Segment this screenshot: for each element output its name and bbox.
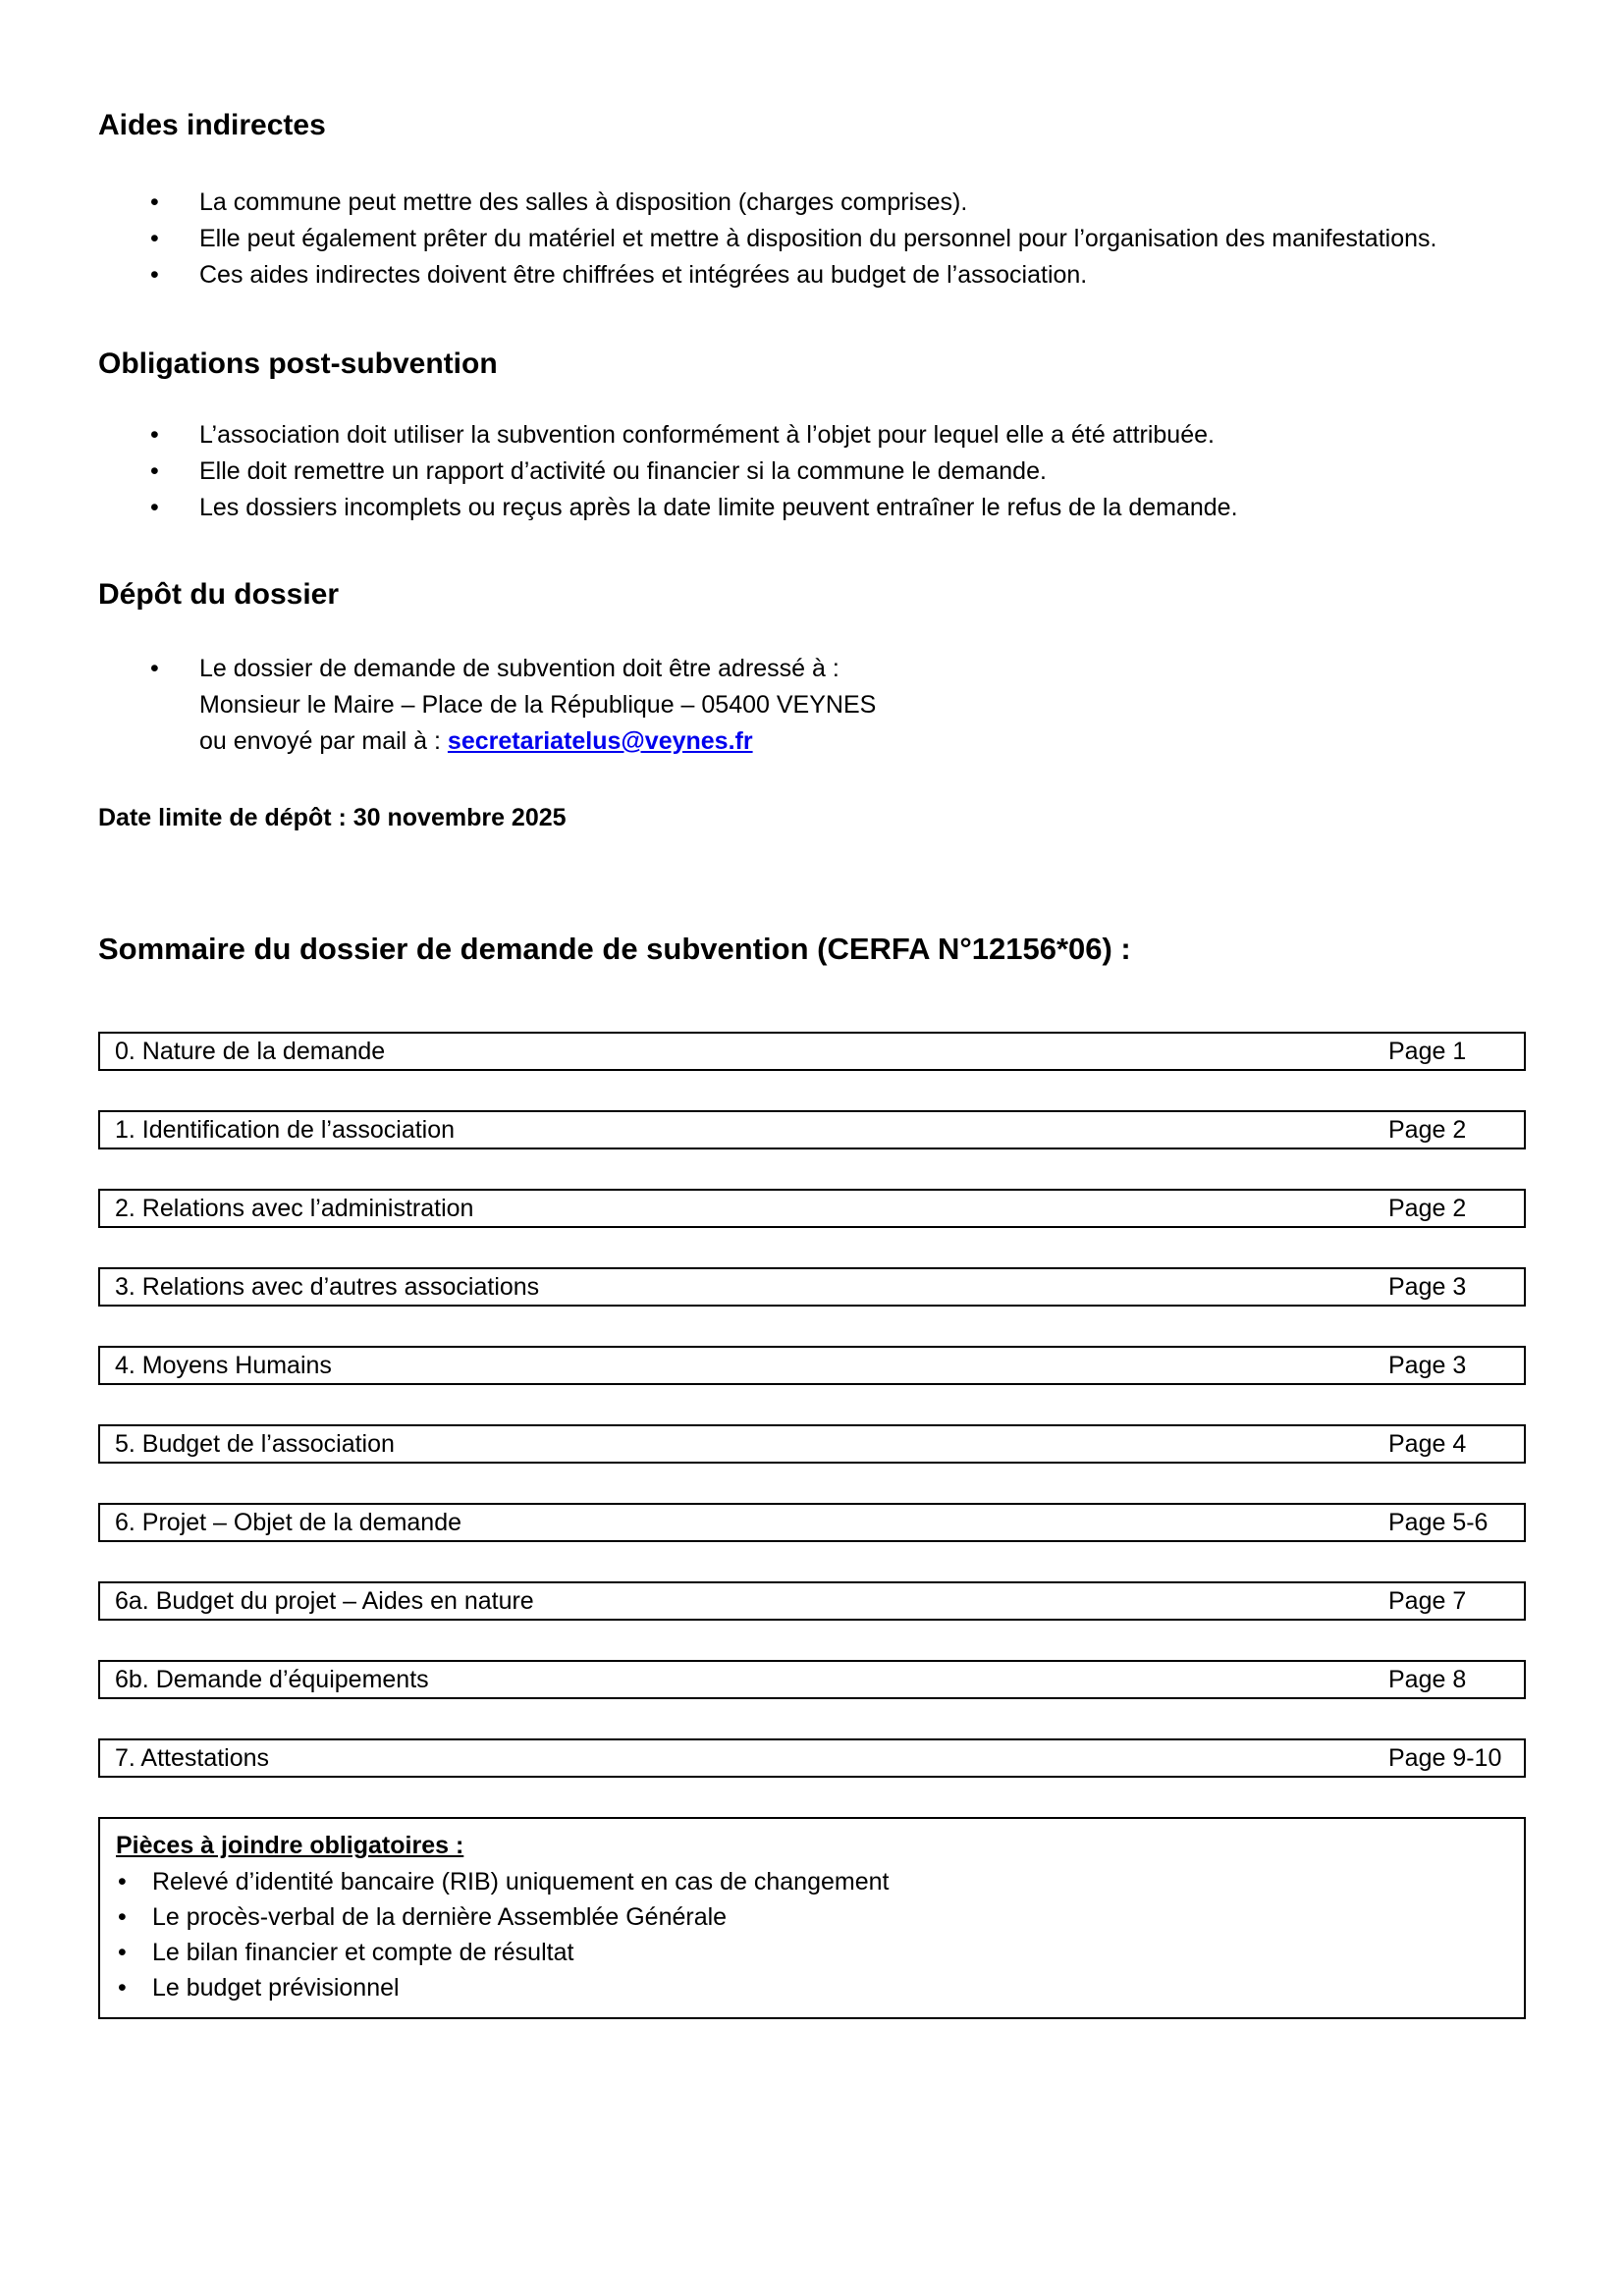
toc-row-label: 7. Attestations — [115, 1744, 270, 1772]
bullet-item: • Elle peut également prêter du matériel et mettre à disposition du personnel pour l’organisation des manifestations. — [199, 221, 1526, 257]
toc-row-page: Page 4 — [1388, 1430, 1467, 1458]
toc-row — [98, 1424, 1526, 1464]
toc-row-page: Page 3 — [1388, 1273, 1467, 1301]
depot-bullet-list — [98, 651, 1526, 760]
pieces-title: Pièces à joindre obligatoires : — [116, 1832, 464, 1859]
toc-row-label: 4. Moyens Humains — [115, 1352, 332, 1379]
toc-row-label: 6a. Budget du projet – Aides en nature — [115, 1587, 534, 1615]
toc-row — [98, 1189, 1526, 1228]
depot-address-line: Monsieur le Maire – Place de la République – 05400 VEYNES — [199, 691, 877, 719]
toc-row — [98, 1738, 1526, 1778]
bullet-item — [199, 651, 1526, 760]
toc-row — [98, 1581, 1526, 1621]
toc-row — [98, 1110, 1526, 1149]
toc-row-page: Page 3 — [1388, 1352, 1467, 1379]
aides-bullet-list — [98, 185, 1526, 294]
bullet-item: • Les dossiers incomplets ou reçus après la date limite peuvent entraîner le refus de la demande. — [199, 490, 1526, 526]
toc-row-label: 5. Budget de l’association — [115, 1430, 395, 1458]
email-link[interactable]: secretariatelus@veynes.fr — [447, 727, 753, 755]
toc-row-page: Page 2 — [1388, 1116, 1467, 1144]
bullet-item: • Le bilan financier et compte de résultat — [152, 1935, 1508, 1970]
sommaire-heading: Sommaire du dossier de demande de subvention (CERFA N°12156*06) : — [98, 932, 1131, 966]
bullet-item: • Le budget prévisionnel — [152, 1970, 1508, 2005]
depot-mail-prefix: ou envoyé par mail à : — [199, 727, 448, 755]
toc-row-label: 1. Identification de l’association — [115, 1116, 456, 1144]
heading-obligations-post-subvention: Obligations post-subvention — [98, 347, 498, 380]
toc-row-page: Page 1 — [1388, 1038, 1467, 1065]
toc-row-page: Page 8 — [1388, 1666, 1467, 1693]
toc-row-label: 0. Nature de la demande — [115, 1038, 386, 1065]
bullet-item: • L’association doit utiliser la subvention conformément à l’objet pour lequel elle a été attribuée. — [199, 417, 1526, 454]
toc-row-label: 2. Relations avec l’administration — [115, 1195, 474, 1222]
toc-row-label: 6. Projet – Objet de la demande — [115, 1509, 462, 1536]
heading-aides-indirectes: Aides indirectes — [98, 109, 326, 141]
toc-row-page: Page 7 — [1388, 1587, 1467, 1615]
toc-row-page: Page 5-6 — [1388, 1509, 1489, 1536]
pieces-a-joindre-box — [98, 1817, 1526, 2019]
table-of-contents — [98, 1032, 1526, 1778]
bullet-item: • Elle doit remettre un rapport d’activité ou financier si la commune le demande. — [199, 454, 1526, 490]
bullet-item: • Ces aides indirectes doivent être chiffrées et intégrées au budget de l’association. — [199, 257, 1526, 294]
depot-line-1: • Le dossier de demande de subvention doit être adressé à : — [199, 655, 839, 682]
toc-row — [98, 1032, 1526, 1071]
depot-mail-line — [199, 723, 1526, 760]
deadline-text: Date limite de dépôt : 30 novembre 2025 — [98, 804, 567, 831]
pieces-bullet-list — [116, 1864, 1508, 2005]
toc-row — [98, 1267, 1526, 1307]
toc-row — [98, 1346, 1526, 1385]
toc-row — [98, 1503, 1526, 1542]
toc-row-page: Page 2 — [1388, 1195, 1467, 1222]
heading-depot-du-dossier: Dépôt du dossier — [98, 578, 340, 611]
toc-row-label: 6b. Demande d’équipements — [115, 1666, 429, 1693]
toc-row-page: Page 9-10 — [1388, 1744, 1502, 1772]
toc-row — [98, 1660, 1526, 1699]
obligations-bullet-list — [98, 417, 1526, 526]
bullet-item: • Relevé d’identité bancaire (RIB) uniquement en cas de changement — [152, 1864, 1508, 1899]
bullet-item: • Le procès-verbal de la dernière Assemblée Générale — [152, 1899, 1508, 1935]
bullet-item: • La commune peut mettre des salles à disposition (charges comprises). — [199, 185, 1526, 221]
toc-row-label: 3. Relations avec d’autres associations — [115, 1273, 540, 1301]
